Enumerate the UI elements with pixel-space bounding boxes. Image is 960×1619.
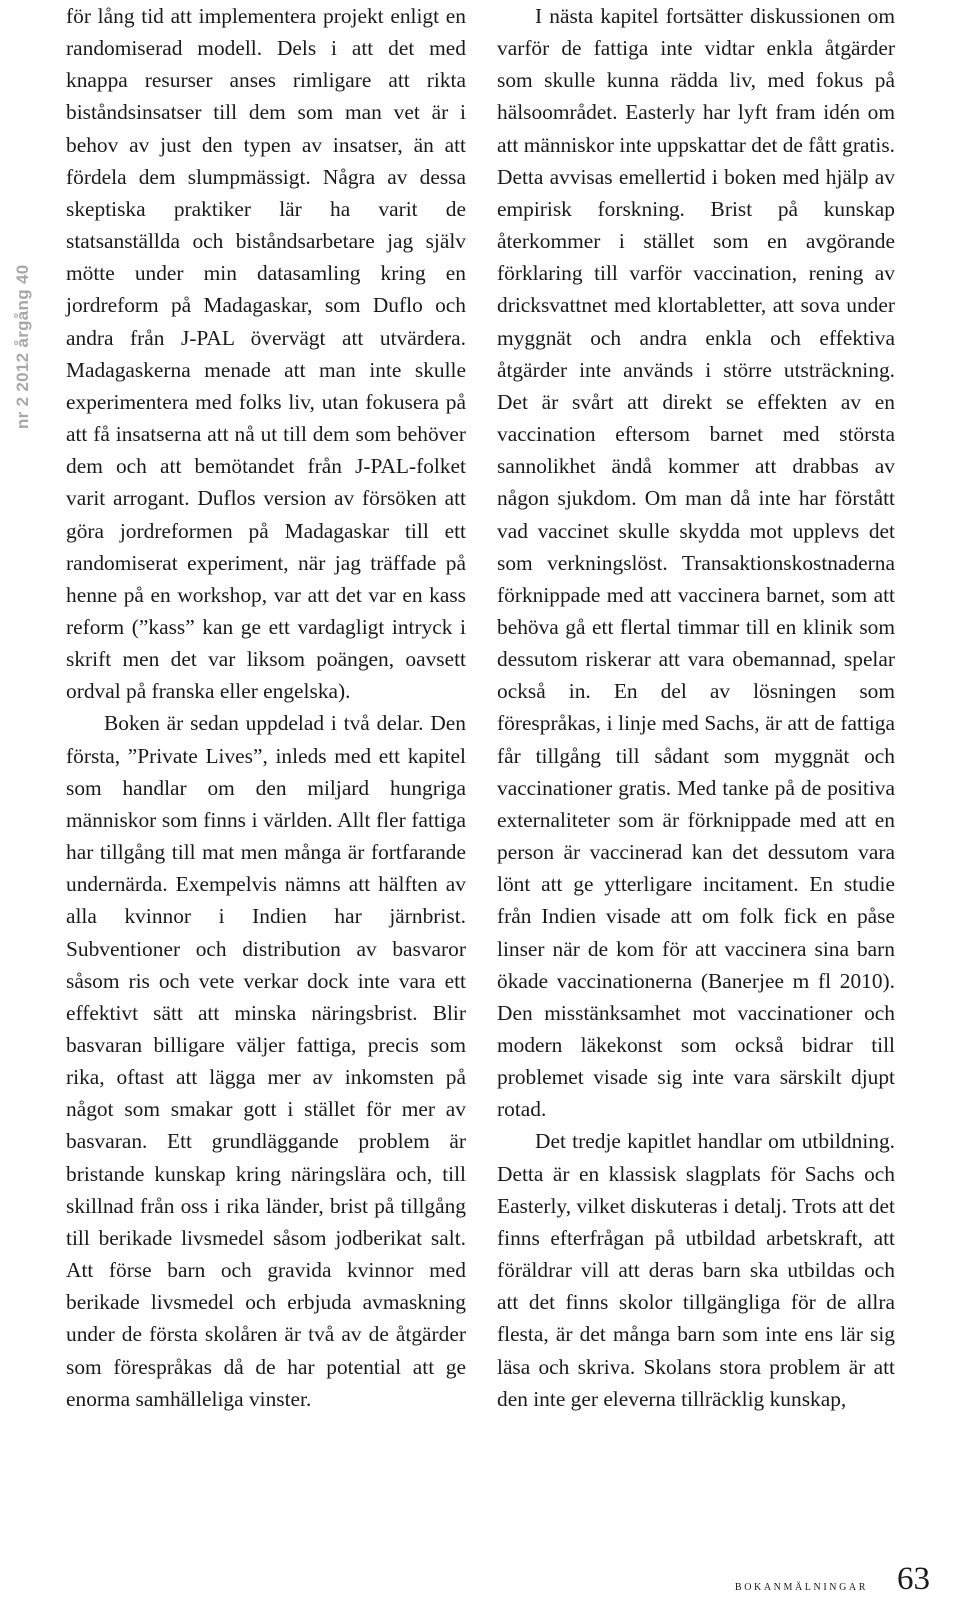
body-paragraph: Boken är sedan uppdelad i två delar. Den första, ”Private Lives”, inleds med ett kapitel som handlar om den miljard hungriga människor som finns i världen. Allt fler fattiga har tillgång till mat men många är fortfarande undernärda. Exempelvis nämns att hälften av alla kvinnor i Indien har järnbrist. Subventioner och distribution av basvaror såsom ris och vete verkar dock inte vara ett effektivt sätt att minska näringsbrist. Blir basvaran billigare väljer fattiga, precis som rika, oftast att lägga mer av inkomsten på något som smakar gott i stället för mer av basvaran. Ett grundläggande problem är bristande kunskap kring näringslära och, till skillnad från oss i rika länder, brist på tillgång till berikade livsmedel såsom jodberikat salt. Att förse barn och gravida kvinnor med berikade livsmedel och erbjuda avmaskning under de första skolåren är två av de åtgärder som förespråkas då de har potential att ge enorma samhälleliga vinster.	[66, 711, 466, 1411]
body-paragraph: Det tredje kapitlet handlar om utbildning. Detta är en klassisk slagplats för Sachs och Easterly, vilket diskuteras i detalj. Trots att det finns efterfrågan på utbildad arbetskraft, att föräldrar vill att deras barn ska utbildas och att det finns skolor tillgängliga för de allra flesta, är det många barn som inte ens lär sig läsa och skriva. Skolans stora problem är att den inte ger eleverna tillräcklig kunskap,	[497, 1129, 895, 1411]
body-paragraph: för lång tid att implementera projekt enligt en randomiserad modell. Dels i att det med knappa resurser anses rimligare att rikta biståndsinsatser till dem som man vet är i behov av just den typen av insatser, än att fördela dem slumpmässigt. Några av dessa skeptiska praktiker lär ha varit de statsanställda och biståndsarbetare jag själv mötte under min datasamling kring en jordreform på Madagaskar, som Duflo och andra från J-PAL övervägt att utvärdera. Madagaskerna menade att man inte skulle experimentera med folks liv, utan fokusera på att få insatserna att nå ut till dem som behöver dem och att bemötandet från J-PAL-folket varit arrogant. Duflos version av försöken att göra jordreformen på Madagaskar till ett randomiserat experiment, när jag träffade på henne på en workshop, var att det var en kass reform (”kass” kan ge ett vardagligt intryck i skrift men det var liksom poängen, oavsett ordval på franska eller engelska).	[66, 4, 466, 704]
issue-label: nr 2 2012 årgång 40	[13, 264, 32, 430]
left-column	[66, 0, 466, 1415]
section-title: bokanmälningar	[734, 1578, 868, 1594]
page-number: 63	[897, 1561, 930, 1597]
right-column	[497, 0, 895, 1415]
body-paragraph: I nästa kapitel fortsätter diskussionen om varför de fattiga inte vidtar enkla åtgärder som skulle kunna rädda liv, med fokus på hälsoområdet. Easterly har lyft fram idén om att människor inte uppskattar det de fått gratis. Detta avvisas emellertid i boken med hjälp av empirisk forskning. Brist på kunskap återkommer i stället som en avgörande förklaring till varför vaccination, rening av dricksvattnet med klortabletter, att sova under myggnät och andra enkla och effektiva åtgärder inte används i större utsträckning. Det är svårt att direkt se effekten av en vaccination eftersom barnet med största sannolikhet ändå kommer att drabbas av någon sjukdom. Om man då inte har förstått vad vaccinet skulle skydda mot upplevs det som verkningslöst. Transaktionskostnaderna förknippade med att vaccinera barnet, som att behöva gå ett flertal timmar till en klinik som dessutom riskerar att vara obemannad, spelar också in. En del av lösningen som förespråkas, i linje med Sachs, är att de fattiga får tillgång till sådant som myggnät och vaccinationer gratis. Med tanke på de positiva externaliteter som är förknippade med att en person är vaccinerad kan det dessutom vara lönt att ge ytterligare incitament. En studie från Indien visade att om folk fick en påse linser när de kom för att vaccinera sina barn ökade vaccinationerna (Banerjee m fl 2010). Den misstänksamhet mot vaccinationer och modern läkekonst som också bidrar till problemet visade sig inte vara särskilt djupt rotad.	[497, 4, 895, 1122]
